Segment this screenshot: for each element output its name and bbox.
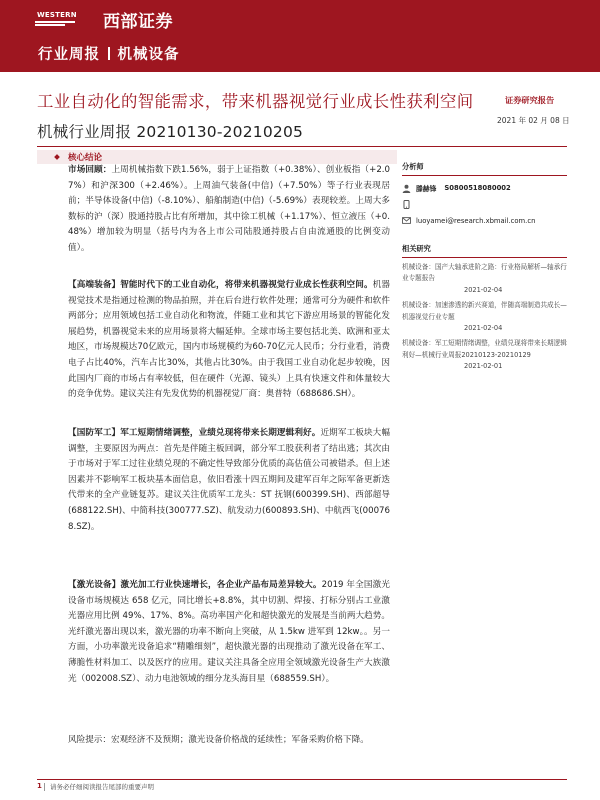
footer-separator [44, 783, 45, 791]
related-research-panel [402, 244, 567, 373]
person-icon [402, 184, 411, 193]
analyst-heading: 分析师 [402, 162, 567, 176]
paragraph-laser-equipment [68, 578, 390, 687]
paragraph-lead: 【激光设备】激光加工行业快速增长，各企业产品布局差异较大。 [68, 580, 322, 590]
company-logo [35, 8, 173, 30]
diamond-bullet-icon [54, 154, 60, 160]
email-icon [402, 216, 411, 225]
footer-disclaimer: 请务必仔细阅读报告尾部的重要声明 [50, 783, 154, 791]
related-item[interactable] [402, 262, 567, 296]
paragraph-text: 机器视觉技术是指通过检测的物品拍照，并在后台进行软件处理；通常可分为硬件和软件两部分；应用领域包括工业自动化和物流，伴随工业和其它下游应用场景的智能化发展趋势，机器视觉未来的应用场景将大幅延伸。全球市场主要包括北美、欧洲和亚太地区，市场规模达70亿欧元，国内市场规模约为60-70亿元人民币；分行业看，消费电子占比40%，汽车占比30%，其他占比30%。由于我国工业自动化起步较晚，因此国内厂商的市场占有率较低，但在硬件（光源、镜头）上具有快速文件和体量较大的竞争优势。建议关注有先发优势的机器视觉厂商：奥普特（688686.SH）。 [68, 280, 390, 400]
related-item[interactable] [402, 338, 567, 372]
paragraph-risk-warning [68, 733, 390, 749]
footer-divider [37, 779, 567, 780]
report-type-tag: 证券研究报告 [505, 95, 555, 105]
related-item-date: 2021-02-04 [464, 324, 503, 333]
related-item[interactable] [402, 300, 567, 334]
paragraph-lead: 市场回顾： [68, 165, 112, 175]
section-header-core-conclusion [37, 150, 397, 164]
report-subtitle: 机械行业周报 20210130-20210205 [37, 123, 304, 141]
logo-mark-icon [35, 10, 77, 28]
analyst-panel [402, 162, 567, 225]
report-main-title: 工业自动化的智能需求，带来机器视觉行业成长性获利空间 [37, 92, 474, 111]
phone-icon [402, 200, 411, 209]
paragraph-high-end-equipment [68, 278, 390, 403]
category-label: 行业周报 [38, 47, 100, 63]
phone-row [402, 200, 567, 209]
related-item-title[interactable]: 机械设备：加速渗透的新兴赛道，伴随高端制造共成长—机器视觉行业专题 [402, 301, 567, 321]
paragraph-text: 上周机械指数下跌1.56%，弱于上证指数（+0.38%）、创业板指（+2.07%）和沪深300（+2.46%）。上周油气装备(中信)（+7.50%）等子行业表现居前；半导体设备(中信)（-8.10%）、船舶制造(中信)（-5.69%）表现较差。上周大多数标的沪（深）股通持股占比有所增加，其中徐工机械（+1.17%）、恒立液压（+0.48%）增加较为明显（括号内为各上市公司陆股通持股占自由流通股的比例变动值）。 [68, 165, 390, 253]
logo-en-text: WESTERN [37, 11, 77, 19]
analyst-email[interactable]: luoyamei@research.xbmail.com.cn [416, 216, 536, 225]
logo-cn-text: 西部证券 [103, 11, 173, 32]
related-item-title[interactable]: 机械设备：军工短期情绪调整，业绩兑现将带来长期逻辑利好—机械行业周报20210123-20210129 [402, 339, 567, 359]
paragraph-text: 近期军工板块大幅调整，主要原因为两点：首先是伴随主板回调，部分军工股获利者了结出逃；其次由于市场对于军工过往业绩兑现的不确定性导致部分优质的高估值公司被错杀。但上述因素并不影响军工板块基本面信息，依旧看涨十四五期间及建军百年之际军备更新迭代带来的全产业链复苏。建议关注优质军工龙头：ST 抚钢(600399.SH)、西部超导(688122.SH)、中简科技(300777.SZ)、航发动力(600893.SH)、中航西飞(000768.SZ)。 [68, 428, 390, 532]
related-item-date: 2021-02-01 [464, 362, 503, 371]
paragraph-defense [68, 426, 390, 535]
paragraph-text: 2019 年全国激光设备市场规模达 658 亿元，同比增长+8.8%，其中切割、焊接、打标分别占工业激光器应用比例 49%、17%、8%。高功率国产化和超快激光的发展是当前两大趋势。光纤激光器出现以来，激光器的功率不断向上突破，从 1.5kw 进军到 12kw。。另一方面，小功率激光设备追求“精雕细刻”，超快激光器的出现推动了激光设备在军工、薄脆性材料加工、以及医疗的应用。建议关注具备全应用全领域激光设备生产大族激光（002008.SZ）、动力电池领域的细分龙头海目星（688559.SH）。 [68, 580, 390, 684]
related-heading: 相关研究 [402, 244, 567, 258]
header-banner [0, 0, 600, 72]
page-number: 1 [37, 782, 42, 790]
report-date: 2021 年 02 月 08 日 [497, 116, 570, 125]
report-category [38, 43, 180, 64]
paragraph-lead: 【高端装备】智能时代下的工业自动化，将带来机器视觉行业成长性获利空间。 [68, 280, 373, 290]
paragraph-market-review [68, 163, 390, 257]
paragraph-lead: 【国防军工】军工短期情绪调整，业绩兑现将带来长期逻辑利好。 [68, 428, 321, 438]
analyst-name: 滕赫锋 [416, 185, 437, 193]
analyst-license: S0800518080002 [444, 184, 511, 192]
email-row[interactable] [402, 216, 567, 225]
section-title: 核心结论 [68, 153, 103, 163]
related-item-date: 2021-02-04 [464, 285, 503, 294]
paragraph-text: 风险提示：宏观经济不及预期；激光设备价格战的延续性；军备采购价格下降。 [68, 735, 369, 745]
category-divider [108, 47, 110, 60]
related-item-title[interactable]: 机械设备：国产大轴承进阶之路：行业格局解析—轴承行业专题报告 [402, 263, 567, 283]
industry-label: 机械设备 [117, 47, 180, 63]
title-divider [37, 146, 567, 147]
analyst-row [402, 183, 567, 193]
